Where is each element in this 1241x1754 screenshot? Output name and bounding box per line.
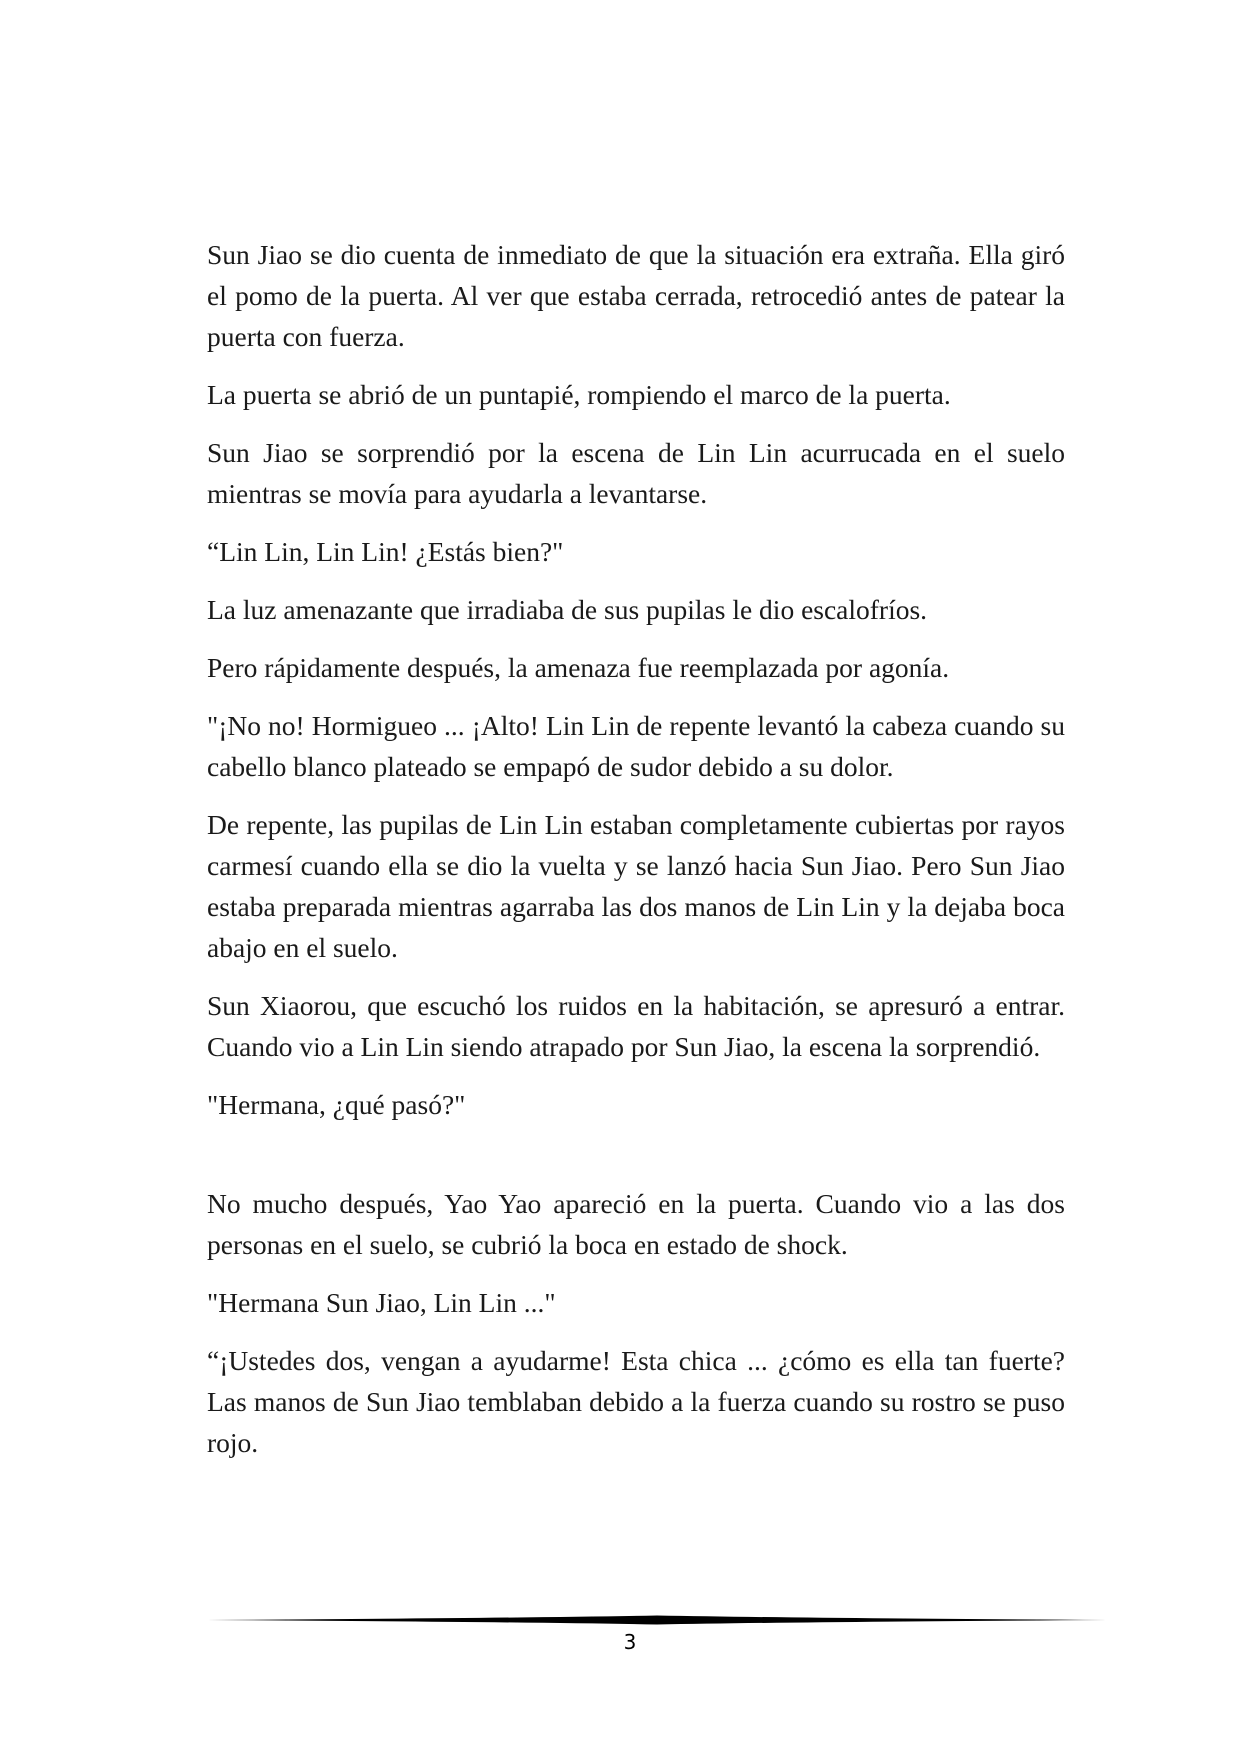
paragraph-1: Sun Jiao se dio cuenta de inmediato de que la situación era extraña. Ella giró el pomo de la puerta. Al ver que estaba cerrada, retrocedió antes de patear la puerta con fuerza.	[207, 239, 1065, 352]
page-number: 3	[623, 1630, 637, 1654]
paragraph-7: "¡No no! Hormigueo ... ¡Alto! Lin Lin de repente levantó la cabeza cuando su cabello blanco plateado se empapó de sudor debido a su dolor.	[207, 710, 1065, 782]
body-text	[207, 234, 1065, 1480]
footer-divider	[207, 1614, 1107, 1626]
paragraph-13: “¡Ustedes dos, vengan a ayudarme! Esta chica ... ¿cómo es ella tan fuerte? Las manos de Sun Jiao temblaban debido a la fuerza cuando su rostro se puso rojo.	[207, 1345, 1065, 1458]
paragraph-11: No mucho después, Yao Yao apareció en la puerta. Cuando vio a las dos personas en el suelo, se cubrió la boca en estado de shock.	[207, 1188, 1065, 1260]
paragraph-8: De repente, las pupilas de Lin Lin estaban completamente cubiertas por rayos carmesí cuando ella se dio la vuelta y se lanzó hacia Sun Jiao. Pero Sun Jiao estaba preparada mientras agarraba las dos manos de Lin Lin y la dejaba boca abajo en el suelo.	[207, 809, 1065, 963]
paragraph-6: Pero rápidamente después, la amenaza fue reemplazada por agonía.	[207, 652, 950, 683]
paragraph-9: Sun Xiaorou, que escuchó los ruidos en la habitación, se apresuró a entrar. Cuando vio a Lin Lin siendo atrapado por Sun Jiao, la escena la sorprendió.	[207, 990, 1065, 1062]
paragraph-3: Sun Jiao se sorprendió por la escena de Lin Lin acurrucada en el suelo mientras se movía para ayudarla a levantarse.	[207, 437, 1065, 509]
paragraph-10: "Hermana, ¿qué pasó?"	[207, 1089, 466, 1120]
blank-gap	[207, 1142, 1065, 1183]
paragraph-4: “Lin Lin, Lin Lin! ¿Estás bien?"	[207, 536, 564, 567]
paragraph-5: La luz amenazante que irradiaba de sus pupilas le dio escalofríos.	[207, 594, 928, 625]
paragraph-2: La puerta se abrió de un puntapié, rompiendo el marco de la puerta.	[207, 379, 951, 410]
paragraph-12: "Hermana Sun Jiao, Lin Lin ..."	[207, 1287, 556, 1318]
